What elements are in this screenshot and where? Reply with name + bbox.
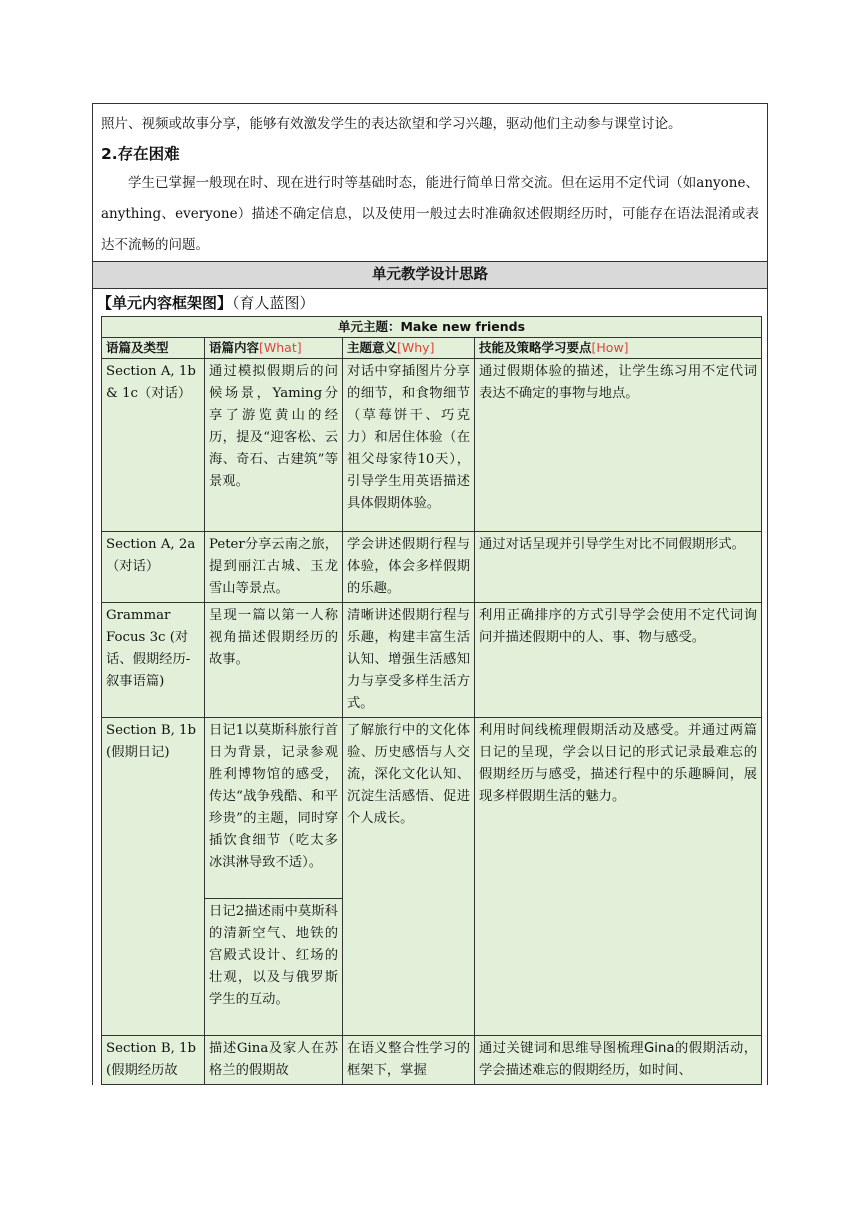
frame-title-note: （育人蓝图） (232, 294, 315, 312)
difficulty-paragraph: 学生已掌握一般现在时、现在进行时等基础时态，能进行简单日常交流。但在运用不定代词（如anyone、anything、everyone）描述不确定信息，以及使用一般过去时准确叙述假期经历时，可能存在语法混淆或表达不流畅的问题。 (101, 175, 759, 253)
unit-content-table (101, 316, 762, 1085)
row-type: Grammar Focus 3c (对话、假期经历-叙事语篇) (102, 603, 205, 718)
unit-theme: 单元主题：Make new friends (102, 317, 762, 338)
header-meaning (343, 338, 475, 359)
table-row (102, 1036, 762, 1085)
row-content-2: 日记2描述雨中莫斯科的清新空气、地铁的宫殿式设计、红场的壮观，以及与俄罗斯学生的互动。 (205, 899, 343, 1036)
row-content: Peter分享云南之旅，提到丽江古城、玉龙雪山等景点。 (205, 532, 343, 603)
header-type (102, 338, 205, 359)
row-content: 呈现一篇以第一人称视角描述假期经历的故事。 (205, 603, 343, 718)
row-meaning: 了解旅行中的文化体验、历史感悟与人交流，深化文化认知、沉淀生活感悟、促进个人成长。 (343, 718, 475, 1036)
header-meaning-label: 主题意义 (347, 340, 398, 355)
table-row (102, 359, 762, 532)
row-meaning: 对话中穿插图片分享的细节，和食物细节（草莓饼干、巧克力）和居住体验（在祖父母家待10天），引导学生用英语描述具体假期体验。 (343, 359, 475, 532)
row-skills: 利用时间线梳理假期活动及感受。并通过两篇日记的呈现，学会以日记的形式记录最难忘的假期经历与感受，描述行程中的乐趣瞬间，展现多样假期生活的魅力。 (475, 718, 762, 1036)
row-meaning: 清晰讲述假期行程与乐趣，构建丰富生活认知、增强生活感知力与享受多样生活方式。 (343, 603, 475, 718)
frame-title-bold: 【单元内容框架图】 (97, 294, 233, 312)
table-row (102, 718, 762, 899)
row-skills: 通过关键词和思维导图梳理Gina的假期活动，学会描述难忘的假期经历，如时间、 (475, 1036, 762, 1085)
row-meaning: 在语义整合性学习的框架下，掌握 (343, 1036, 475, 1085)
header-content-label: 语篇内容 (209, 340, 260, 355)
header-what-tag: [What] (259, 340, 302, 355)
intro-paragraph-1: 照片、视频或故事分享，能够有效激发学生的表达欲望和学习兴趣，驱动他们主动参与课堂讨论。 (101, 116, 682, 132)
row-skills: 通过对话呈现并引导学生对比不同假期形式。 (475, 532, 762, 603)
row-skills: 利用正确排序的方式引导学会使用不定代词询问并描述假期中的人、事、物与感受。 (475, 603, 762, 718)
table-row (102, 603, 762, 718)
difficulty-heading: 2.存在困难 (101, 145, 180, 163)
header-content (205, 338, 343, 359)
table-row (102, 532, 762, 603)
row-content: 日记1以莫斯科旅行首日为背景，记录参观胜利博物馆的感受，传达“战争残酷、和平珍贵”的主题，同时穿插饮食细节（吃太多冰淇淋导致不适）。 (205, 718, 343, 899)
row-content: 通过模拟假期后的问候场景，Yaming分享了游览黄山的经历，提及“迎客松、云海、奇石、古建筑”等景观。 (205, 359, 343, 532)
section-title-bar: 单元教学设计思路 (93, 261, 767, 289)
frame-title (93, 289, 767, 314)
theme-row (102, 317, 762, 338)
header-row (102, 338, 762, 359)
row-type: Section A, 1b & 1c（对话） (102, 359, 205, 532)
header-skills (475, 338, 762, 359)
header-how-tag: [How] (591, 340, 629, 355)
main-table-frame (92, 103, 768, 1085)
row-type: Section B, 1b (假期经历故 (102, 1036, 205, 1085)
row-type: Section A, 2a（对话） (102, 532, 205, 603)
header-skills-label: 技能及策略学习要点 (479, 340, 592, 355)
row-type: Section B, 1b (假期日记) (102, 718, 205, 1036)
header-type-label: 语篇及类型 (106, 340, 169, 355)
row-skills: 通过假期体验的描述，让学生练习用不定代词表达不确定的事物与地点。 (475, 359, 762, 532)
document-page (92, 103, 768, 1085)
inner-table-wrap (93, 314, 767, 1085)
row-meaning: 学会讲述假期行程与体验，体会多样假期的乐趣。 (343, 532, 475, 603)
intro-section (93, 104, 767, 261)
row-content: 描述Gina及家人在苏格兰的假期故 (205, 1036, 343, 1085)
header-why-tag: [Why] (397, 340, 435, 355)
